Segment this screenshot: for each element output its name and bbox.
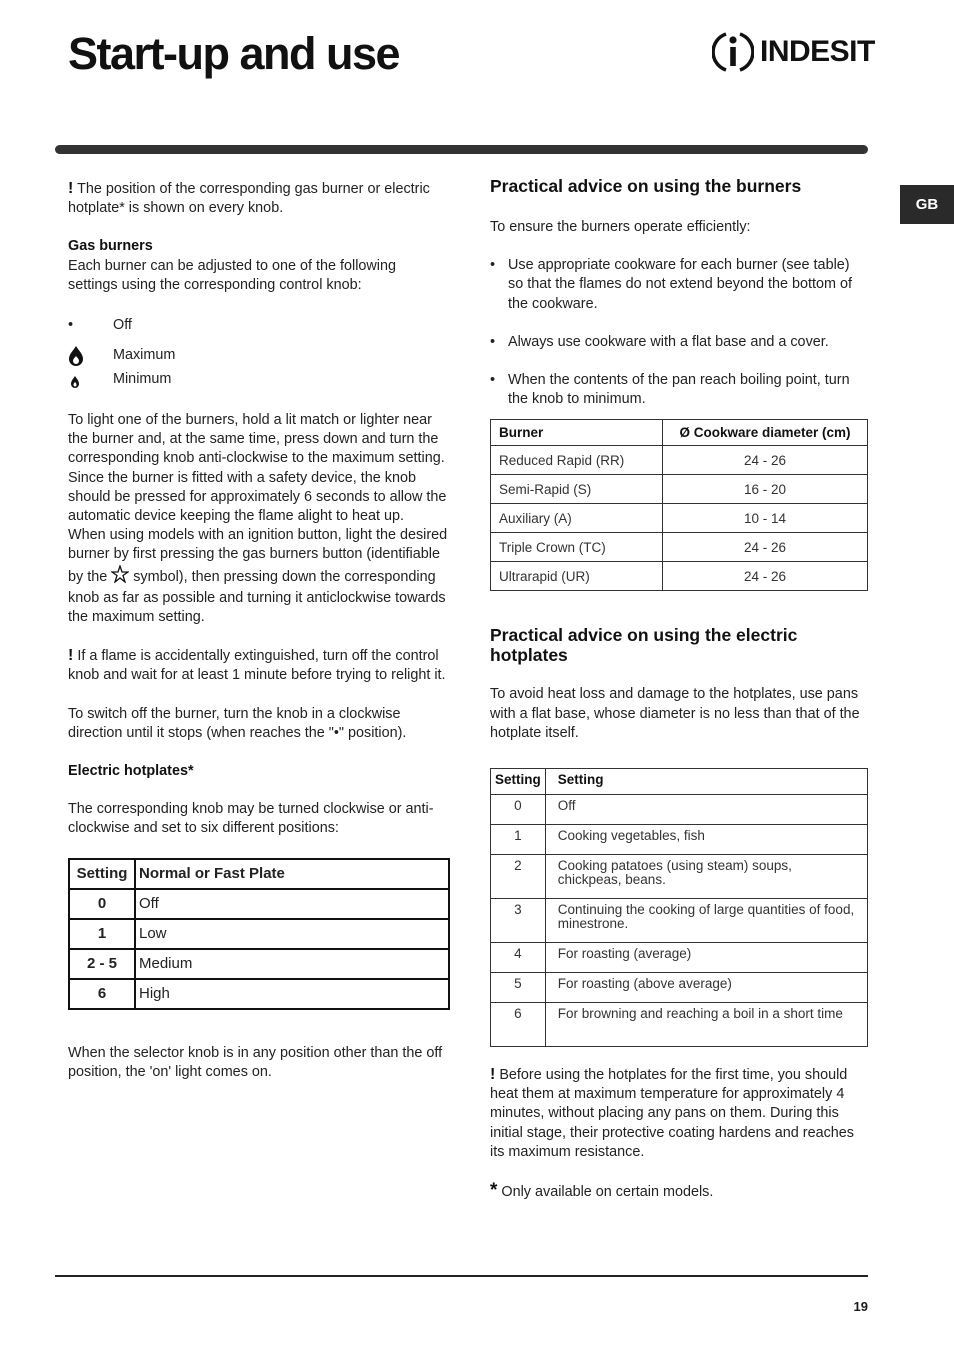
indesit-logo-icon (712, 30, 754, 74)
flame-out-note: ! If a flame is accidentally extinguished, turn off the control knob and wait for at least 1 minute before trying to relight it. (68, 647, 446, 684)
hotplates-intro: To avoid heat loss and damage to the hotplates, use pans with a flat base, whose diameter is no less than that of the hotplate itself. (490, 686, 860, 741)
warning-icon: ! (490, 1066, 496, 1084)
knob-note (68, 179, 448, 218)
table-cell: Medium (135, 949, 449, 979)
table-cell: High (135, 979, 449, 1009)
table-cell: For browning and reaching a boil in a short time (545, 1003, 867, 1047)
table-cell: 10 - 14 (663, 504, 868, 533)
footnote: * Only available on certain models. (490, 1180, 714, 1202)
table-header-cell: Normal or Fast Plate (135, 859, 449, 889)
footer-divider (55, 1275, 868, 1277)
table-row (69, 949, 449, 979)
setting-min (68, 368, 448, 392)
table-header-cell: Setting (545, 769, 867, 795)
gas-burners-intro: Each burner can be adjusted to one of the following settings using the corresponding control knob: (68, 257, 397, 293)
table-row (491, 855, 868, 899)
lighting-paragraph-1: To light one of the burners, hold a lit match or lighter near the burner and, at the same time, press down and turn the corresponding knob anti-clockwise to the maximum setting. (68, 412, 445, 467)
table-cell: For roasting (average) (545, 943, 867, 973)
table-row (69, 919, 449, 949)
table-cell: Ultrarapid (UR) (491, 562, 663, 591)
table-cell: Reduced Rapid (RR) (491, 446, 663, 475)
table-cell: Cooking vegetables, fish (545, 825, 867, 855)
table-cell: 4 (491, 943, 546, 973)
table-cell: 0 (491, 795, 546, 825)
table-cell: Semi-Rapid (S) (491, 475, 663, 504)
table-cell: 0 (69, 889, 135, 919)
table-cell: 6 (69, 979, 135, 1009)
table-cell: Off (135, 889, 449, 919)
table-cell: 5 (491, 973, 546, 1003)
table-cell: Cooking patatoes (using steam) soups, chickpeas, beans. (545, 855, 867, 899)
plate-settings-table (68, 858, 450, 1010)
warning-icon: ! (68, 180, 74, 197)
switch-off-paragraph: To switch off the burner, turn the knob in a clockwise direction until it stops (when reaches the "•" position). (68, 705, 407, 741)
spark-star-icon (111, 565, 129, 589)
burners-intro: To ensure the burners operate efficiently: (490, 219, 751, 235)
table-cell: 1 (69, 919, 135, 949)
table-row (491, 475, 868, 504)
table-cell: 2 (491, 855, 546, 899)
table-row (491, 795, 868, 825)
dot-icon: • (68, 317, 74, 334)
list-item: • Use appropriate cookware for each burner (see table) so that the flames do not extend beyond the bottom of the cookware. (490, 256, 868, 314)
table-row (491, 446, 868, 475)
table-cell: Low (135, 919, 449, 949)
table-header-row (491, 769, 868, 795)
table-row (491, 899, 868, 943)
list-item: • When the contents of the pan reach boiling point, turn the knob to minimum. (490, 371, 868, 409)
table-cell: 24 - 26 (663, 533, 868, 562)
brand-logo (712, 30, 875, 74)
small-flame-icon (68, 371, 113, 389)
page-title: Start-up and use (68, 28, 400, 79)
table-cell: Off (545, 795, 867, 825)
selector-note: When the selector knob is in any position other than the off position, the 'on' light comes on. (68, 1044, 443, 1080)
setting-max-label: Maximum (113, 347, 176, 364)
table-row (491, 504, 868, 533)
burners-advice-heading: Practical advice on using the burners (490, 176, 802, 196)
table-cell: Continuing the cooking of large quantities of food, minestrone. (545, 899, 867, 943)
lighting-paragraph-3: When using models with an ignition button, light the desired burner by first pressing the gas burners button (identifiable by the symbol), then pressing down the corresponding knob as far as possible and turning it anticlockwise towards the maximum setting. (68, 527, 448, 626)
table-header-row (69, 859, 449, 889)
language-tab: GB (900, 185, 954, 224)
table-row (491, 825, 868, 855)
table-cell: 2 - 5 (69, 949, 135, 979)
hotplate-settings-table (490, 768, 868, 1047)
gas-burners-heading: Gas burners (68, 238, 153, 255)
lighting-paragraph-2: Since the burner is fitted with a safety device, the knob should be pressed for approximately 6 seconds to allow the automatic device keeping the flame alight to heat up. (68, 469, 447, 525)
brand-name: INDESIT (760, 35, 875, 68)
table-header-cell: Burner (491, 420, 663, 446)
table-cell: 16 - 20 (663, 475, 868, 504)
hotplates-advice-heading: Practical advice on using the electric hotplates (490, 625, 798, 666)
page-number: 19 (853, 1299, 868, 1314)
electric-hotplates-heading: Electric hotplates* (68, 763, 194, 780)
first-use-note: ! Before using the hotplates for the first time, you should heat them at maximum temperature for approximately 4 minutes, without placing any pans on them. During this initial stage, their protective coating hardens and reaches its maximum resistance. (490, 1066, 854, 1160)
table-row (491, 973, 868, 1003)
asterisk-icon: * (490, 1180, 498, 1202)
table-row (491, 533, 868, 562)
table-cell: Auxiliary (A) (491, 504, 663, 533)
table-cell: 6 (491, 1003, 546, 1047)
table-header-cell: Ø Cookware diameter (cm) (663, 420, 868, 446)
table-row (69, 889, 449, 919)
setting-max (68, 344, 448, 368)
setting-off (68, 314, 448, 338)
table-row (491, 562, 868, 591)
table-row (491, 943, 868, 973)
table-header-cell: Setting (69, 859, 135, 889)
list-item: • Always use cookware with a flat base and a cover. (490, 333, 868, 352)
setting-off-label: Off (113, 317, 132, 334)
burner-tips-list (490, 256, 868, 409)
warning-icon: ! (68, 647, 74, 665)
table-row (69, 979, 449, 1009)
right-column (490, 176, 868, 1202)
electric-hotplates-intro: The corresponding knob may be turned clockwise or anti-clockwise and set to six different positions: (68, 801, 434, 837)
table-header-row (491, 420, 868, 446)
header-divider (55, 145, 868, 154)
cookware-table (490, 419, 868, 591)
setting-min-label: Minimum (113, 371, 172, 388)
table-cell: 24 - 26 (663, 446, 868, 475)
table-cell: 1 (491, 825, 546, 855)
table-cell: 3 (491, 899, 546, 943)
left-column (68, 179, 448, 1082)
table-cell: 24 - 26 (663, 562, 868, 591)
table-row (491, 1003, 868, 1047)
knob-note-text: The position of the corresponding gas burner or electric hotplate* is shown on every knob. (68, 181, 430, 217)
table-header-cell: Setting (491, 769, 546, 795)
large-flame-icon (68, 345, 113, 367)
table-cell: For roasting (above average) (545, 973, 867, 1003)
table-cell: Triple Crown (TC) (491, 533, 663, 562)
